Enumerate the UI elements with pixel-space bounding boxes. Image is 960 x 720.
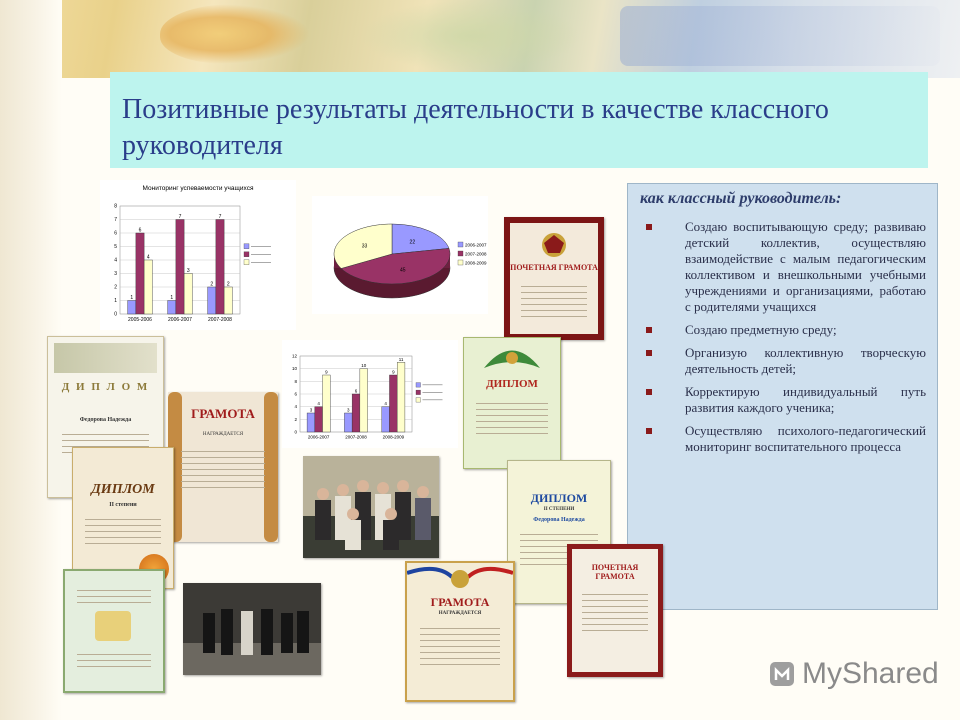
data-label: 3 xyxy=(309,407,313,413)
bar xyxy=(176,220,184,315)
legend-swatch xyxy=(244,260,249,265)
certificate-title: ПОЧЕТНАЯ ГРАМОТА xyxy=(591,563,639,581)
gramota-scroll xyxy=(168,392,278,542)
leaf-decoration xyxy=(620,6,940,66)
y-tick-label: 7 xyxy=(114,217,117,224)
y-tick-label: 12 xyxy=(291,353,297,359)
leaf-decoration xyxy=(360,0,580,72)
list-item: Создаю предметную среду; xyxy=(640,322,926,338)
list-item: Корректирую индивидуальный путь развития каждого ученика; xyxy=(640,384,926,416)
bar xyxy=(352,394,360,432)
y-tick-label: 5 xyxy=(114,244,117,251)
legend-swatch xyxy=(244,244,249,249)
legend-swatch xyxy=(416,390,421,395)
bar xyxy=(323,375,331,432)
bar xyxy=(389,375,397,432)
y-tick-label: 2 xyxy=(114,284,117,291)
data-label: 3 xyxy=(186,268,190,274)
emblem-icon xyxy=(464,338,560,378)
data-label: 2 xyxy=(226,281,230,288)
y-tick-label: 10 xyxy=(291,366,297,372)
x-tick-label: 2006-2007 xyxy=(307,434,330,440)
certificate-name: Федорова Надежда xyxy=(533,517,585,523)
classroom-photo xyxy=(183,583,321,675)
certificate-title: ПОЧЕТНАЯ ГРАМОТА xyxy=(510,263,598,272)
certificate-title: ГРАМОТА xyxy=(191,406,255,421)
bullet-icon xyxy=(646,224,652,230)
honor-certificate xyxy=(504,217,604,340)
list-item: Создаю воспитывающую среду; развиваю детский коллектив, осуществляю взаимодействие с малым педагогическим коллективом и внешкольными учебными учреждениями и организациями, работаю с родителями учащихся xyxy=(640,219,926,315)
class-photo xyxy=(303,456,439,558)
coat-of-arms-icon xyxy=(407,563,513,593)
y-tick-label: 3 xyxy=(114,271,117,278)
certificate-name: Федорова Надежда xyxy=(79,417,132,423)
data-label: 7 xyxy=(178,214,182,220)
bar-chart-progress xyxy=(100,180,296,330)
y-tick-label: 4 xyxy=(294,404,297,410)
bar xyxy=(208,287,216,314)
x-tick-label: 2007-2008 xyxy=(208,317,232,323)
data-label: 6 xyxy=(354,388,358,394)
bullet-icon xyxy=(646,389,652,395)
list-item: Организую коллективную творческую деятельность детей; xyxy=(640,345,926,377)
legend-swatch xyxy=(416,383,421,388)
data-label: 1 xyxy=(170,295,174,301)
data-label: 3 xyxy=(347,407,350,413)
certificate-title: ГРАМОТА xyxy=(430,595,490,609)
slice-value-label: 45 xyxy=(400,267,406,274)
bar xyxy=(360,369,368,432)
bar xyxy=(128,301,136,315)
diploma-gold-certificate xyxy=(72,447,174,589)
bullet-icon xyxy=(646,428,652,434)
certificate-title: Д И П Л О М xyxy=(61,381,150,393)
x-tick-label: 2008-2009 xyxy=(382,434,405,440)
certificate-title: ДИПЛОМ xyxy=(486,378,538,390)
x-tick-label: 2007-2008 xyxy=(345,434,367,440)
bar xyxy=(144,260,152,314)
bar xyxy=(224,287,232,314)
y-tick-label: 8 xyxy=(114,203,117,210)
emblem-icon xyxy=(95,611,131,641)
legend-label: 2007-2008 xyxy=(465,251,487,257)
y-tick-label: 0 xyxy=(294,429,297,435)
bar-chart-participation xyxy=(282,340,458,448)
bullet-icon xyxy=(646,350,652,356)
diploma-green-certificate xyxy=(463,337,561,469)
certificate-title: ДИПЛОМ xyxy=(530,491,588,505)
slice-value-label: 22 xyxy=(409,239,416,246)
data-label: 9 xyxy=(325,369,328,375)
data-label: 2 xyxy=(210,281,214,288)
bar xyxy=(382,407,390,432)
data-label: 10 xyxy=(361,363,367,369)
bar xyxy=(168,301,176,315)
legend-swatch xyxy=(458,251,463,256)
bar xyxy=(344,413,352,432)
y-tick-label: 1 xyxy=(114,298,117,305)
data-label: 9 xyxy=(392,369,395,375)
watermark-text: MyShared xyxy=(802,657,939,690)
myshared-logo-icon xyxy=(768,660,796,688)
data-label: 1 xyxy=(130,295,134,301)
bar xyxy=(307,413,315,432)
x-tick-label: 2006-2007 xyxy=(168,317,192,323)
pie-chart xyxy=(312,196,488,314)
data-label: 4 xyxy=(317,401,320,407)
bar xyxy=(397,362,405,432)
y-tick-label: 6 xyxy=(294,391,297,397)
legend-label: 2008-2009 xyxy=(465,260,487,266)
y-tick-label: 0 xyxy=(114,311,117,318)
slide-title: Позитивные результаты деятельности в качестве классного руководителя xyxy=(122,94,829,161)
honor-certificate-right xyxy=(567,544,663,677)
panel-heading: как классный руководитель: xyxy=(640,190,842,207)
y-tick-label: 2 xyxy=(294,416,297,422)
y-tick-label: 8 xyxy=(294,378,297,384)
data-label: 4 xyxy=(384,401,387,407)
certificate-title: ДИПЛОМ xyxy=(91,482,155,497)
data-label: 11 xyxy=(398,356,404,362)
list-item: Осуществляю психолого-педагогический мониторинг воспитательного процесса xyxy=(640,423,926,455)
bar xyxy=(216,220,224,315)
certificate-subtitle: НАГРАЖДАЕТСЯ xyxy=(202,432,244,437)
certificate-subtitle: II степени xyxy=(109,502,137,508)
gramota-certificate xyxy=(405,561,515,702)
legend-swatch xyxy=(416,398,421,403)
legend-swatch xyxy=(458,260,463,265)
y-tick-label: 4 xyxy=(114,257,117,264)
y-tick-label: 6 xyxy=(114,230,117,237)
data-label: 6 xyxy=(138,227,142,234)
data-label: 4 xyxy=(146,254,150,261)
certificate-subtitle: НАГРАЖДАЕТСЯ xyxy=(438,611,482,616)
bar xyxy=(315,407,323,432)
certificate-green xyxy=(63,569,165,693)
panel-list xyxy=(640,219,926,462)
certificate-subtitle: II СТЕПЕНИ xyxy=(543,507,575,512)
legend-label: 2006-2007 xyxy=(465,242,487,248)
chart-title: Мониторинг успеваемости учащихся xyxy=(142,185,254,192)
bullet-icon xyxy=(646,327,652,333)
bar xyxy=(136,233,144,314)
slice-value-label: 33 xyxy=(361,243,368,250)
bar xyxy=(184,274,192,315)
legend-swatch xyxy=(244,252,249,257)
data-label: 7 xyxy=(218,214,222,220)
legend-swatch xyxy=(458,242,463,247)
x-tick-label: 2005-2006 xyxy=(128,317,152,323)
